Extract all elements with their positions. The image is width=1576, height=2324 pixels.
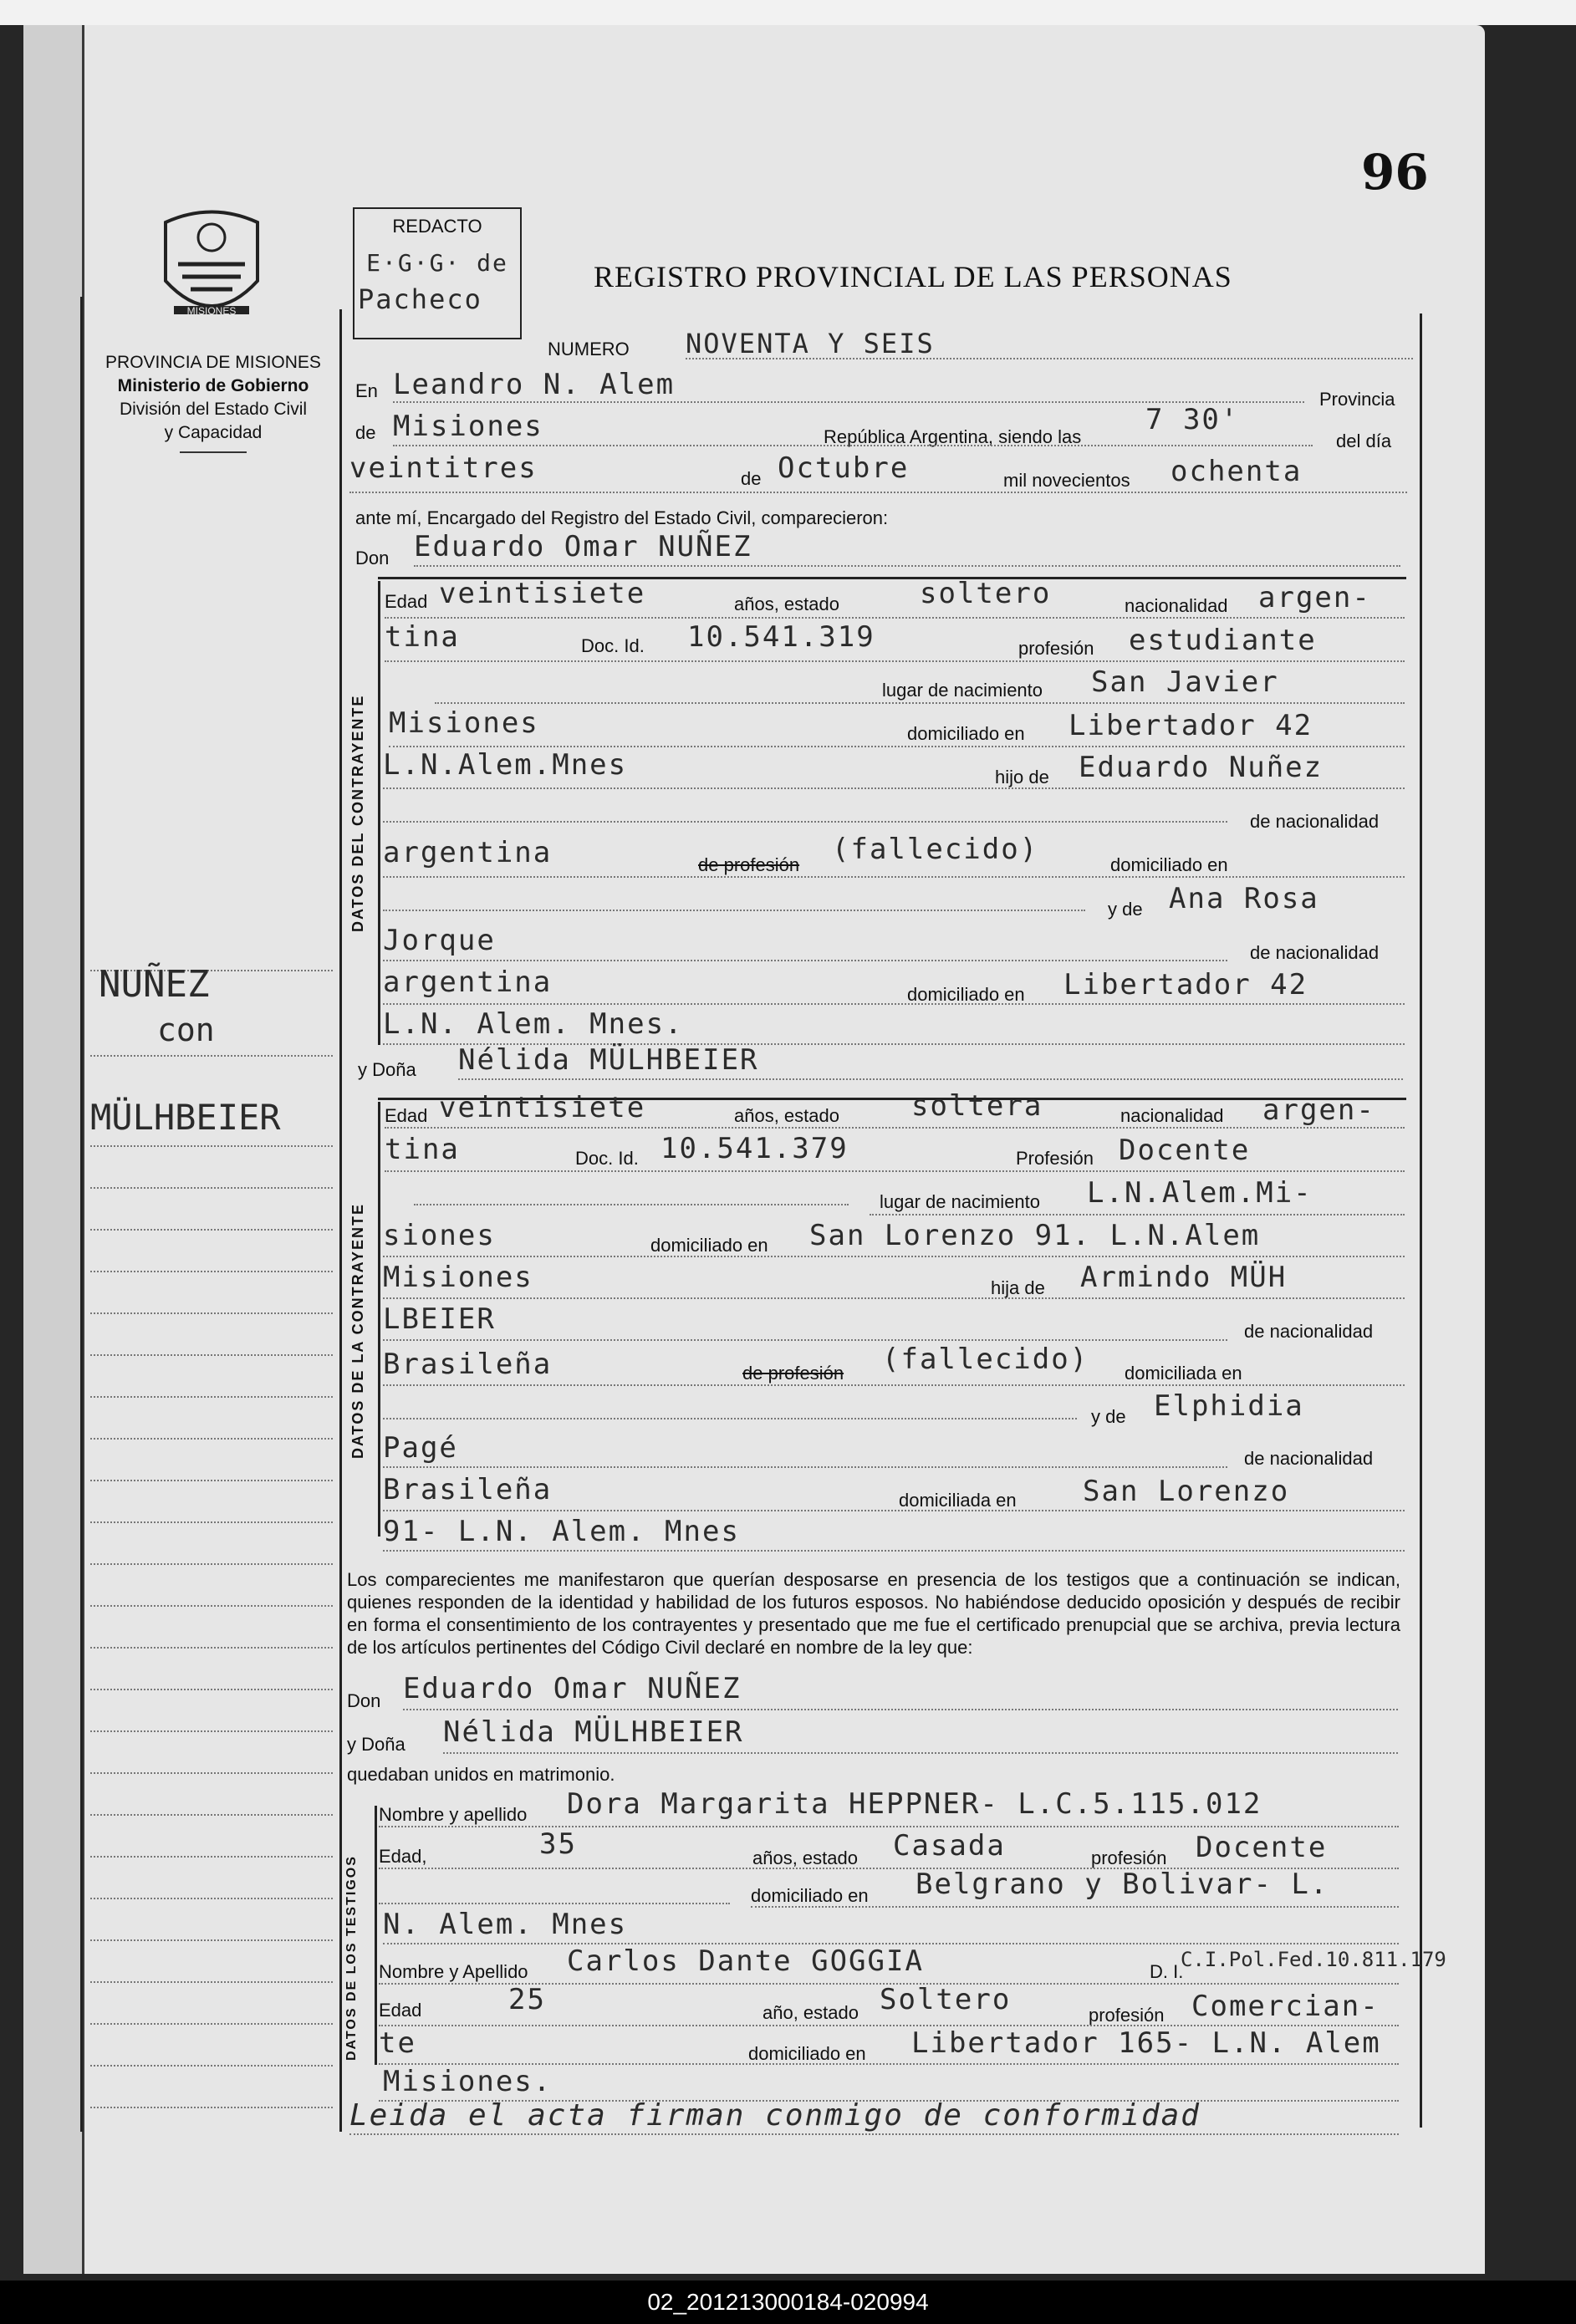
- groom-anos-label: años, estado: [734, 594, 839, 614]
- groom-mother-dom: Libertador 42: [1063, 968, 1308, 1001]
- groom-section-label: DATOS DEL CONTRAYENTE: [349, 694, 366, 932]
- bride-row2-line: [385, 1170, 1405, 1172]
- provincia-label: Provincia: [1319, 389, 1395, 410]
- division-label-2: y Capacidad: [164, 423, 263, 442]
- image-id-footer: 02_201213000184-020994: [0, 2281, 1576, 2324]
- page-top-edge: [0, 0, 1576, 25]
- groom-section-line: [378, 581, 380, 1045]
- groom-father-nac: argentina: [383, 836, 553, 869]
- bride-edad-label: Edad: [385, 1105, 428, 1126]
- w1-edad: 35: [539, 1827, 577, 1861]
- bride-prof-label: Profesión: [1016, 1148, 1094, 1169]
- groom-estado: soltero: [920, 577, 1052, 610]
- w1-name-line: [379, 1826, 1399, 1827]
- bride-row10-line: [383, 1510, 1405, 1511]
- bride-section-line: [378, 1102, 380, 1537]
- groom-row4-line: [389, 746, 1405, 747]
- w1-name-label: Nombre y apellido: [379, 1804, 528, 1825]
- w2-prof: Comercian-: [1191, 1990, 1380, 2023]
- w1-prof: Docente: [1196, 1831, 1328, 1864]
- groom-nac-label: nacionalidad: [1125, 595, 1228, 616]
- de2-label: de: [741, 468, 762, 489]
- province-emblem-icon: [157, 206, 266, 328]
- groom-father-prof-label: de profesión: [698, 854, 800, 875]
- groom-prof: estudiante: [1129, 624, 1317, 657]
- groom-row1-line: [385, 617, 1405, 619]
- bride-row8-line: [383, 1418, 1077, 1419]
- groom-mother-dom-label: domiciliado en: [907, 984, 1025, 1005]
- groom-lugar2: Misiones: [389, 706, 539, 740]
- groom-nac2: tina: [385, 620, 460, 654]
- ministry-header: [84, 351, 343, 453]
- w1-dom-line: [751, 1906, 1399, 1908]
- bride-lugar-label: lugar de nacimiento: [880, 1191, 1041, 1212]
- w1-anos-label: años, estado: [752, 1847, 858, 1868]
- bride-mother: Elphidia: [1154, 1389, 1304, 1423]
- groom-dom-label: domiciliado en: [907, 723, 1025, 744]
- groom-row3-line: [435, 702, 1405, 704]
- bride-lugar: L.N.Alem.Mi-: [1087, 1176, 1313, 1210]
- bride-mother2: Pagé: [383, 1431, 458, 1465]
- groom-mother-dom2: L.N. Alem. Mnes.: [383, 1007, 684, 1041]
- svg-text:MISIONES: MISIONES: [186, 305, 237, 317]
- bride-father-prof-label: de profesión: [742, 1363, 844, 1384]
- groom-name: Eduardo Omar NUÑEZ: [414, 530, 752, 563]
- redacto-line2: Pacheco: [358, 283, 482, 315]
- groom-dom: Libertador 42: [1069, 709, 1313, 742]
- groom-dom2: L.N.Alem.Mnes: [383, 748, 628, 782]
- bride-nac: argen-: [1262, 1093, 1375, 1127]
- del-dia-label: del día: [1336, 431, 1392, 451]
- witness-section-label: DATOS DE LOS TESTIGOS: [344, 1855, 359, 2061]
- bride-anos-label: años, estado: [734, 1105, 839, 1126]
- decl-don-label: Don: [347, 1690, 381, 1711]
- bride-row3-line: [870, 1214, 1405, 1216]
- w1-dom-label: domiciliado en: [751, 1885, 869, 1906]
- groom-row9-line: [383, 960, 1227, 961]
- w2-edad-label: Edad: [379, 2000, 422, 2021]
- bride-row5-line: [383, 1297, 1405, 1299]
- groom-father: Eduardo Nuñez: [1079, 751, 1324, 784]
- groom-mother: Ana Rosa: [1169, 882, 1319, 915]
- bride-mother-dom: San Lorenzo: [1083, 1475, 1290, 1508]
- numero-label: NUMERO: [548, 339, 630, 359]
- bride-nac2: tina: [385, 1133, 460, 1166]
- margin-surname-2: MÜLHBEIER: [90, 1097, 281, 1138]
- bride-dom-label: domiciliado en: [650, 1235, 768, 1256]
- bride-row11-line: [383, 1550, 1405, 1552]
- date-line: [349, 492, 1407, 493]
- groom-lugar-label: lugar de nacimiento: [882, 680, 1043, 701]
- bride-doc-label: Doc. Id.: [575, 1148, 639, 1169]
- margin-surname-1: NUÑEZ: [99, 963, 210, 1006]
- w2-name-label: Nombre y Apellido: [379, 1961, 528, 1982]
- month-value: Octubre: [778, 451, 910, 485]
- bride-mother-nac: Brasileña: [383, 1473, 553, 1506]
- header-rule: [180, 451, 247, 453]
- bride-estado: soltera: [911, 1089, 1043, 1123]
- groom-doc-label: Doc. Id.: [581, 635, 645, 656]
- groom-mother-nac: argentina: [383, 966, 553, 999]
- margin-con: con: [157, 1012, 215, 1048]
- bride-doc: 10.541.379: [660, 1132, 849, 1165]
- redacto-label: REDACTO: [392, 216, 482, 237]
- page-binding: [23, 25, 84, 2274]
- w2-doc-label: D. I.: [1150, 1961, 1184, 1982]
- redacto-box: [353, 207, 522, 339]
- en-label: En: [355, 380, 378, 401]
- year-value: ochenta: [1171, 455, 1303, 488]
- final-statement: Leida el acta firman conmigo de conformidad: [349, 2098, 1201, 2133]
- bride-father-dom-label: domiciliada en: [1125, 1363, 1242, 1384]
- w2-dom2: Misiones.: [383, 2065, 553, 2098]
- de-label: de: [355, 422, 376, 443]
- groom-hijo-label: hijo de: [995, 767, 1049, 787]
- decl-groom-line: [403, 1709, 1398, 1710]
- mil-label: mil novecientos: [1003, 470, 1130, 491]
- w2-estado: Soltero: [880, 1983, 1012, 2016]
- final-line: [349, 2133, 1399, 2135]
- day-value: veintitres: [349, 451, 538, 485]
- bride-edad: veintisiete: [439, 1091, 646, 1124]
- bride-father-nac: Brasileña: [383, 1348, 553, 1381]
- groom-prof-label: profesión: [1018, 638, 1094, 659]
- groom-row8-line: [383, 910, 1085, 911]
- w2-doc: C.I.Pol.Fed.10.811.179: [1181, 1948, 1446, 1971]
- groom-father-prof: (fallecido): [832, 833, 1039, 866]
- bride-row3-pre-line: [414, 1204, 849, 1205]
- groom-row7-line: [383, 876, 1405, 878]
- bride-mother-dom2: 91- L.N. Alem. Mnes: [383, 1515, 740, 1548]
- decl-groom: Eduardo Omar NUÑEZ: [403, 1672, 742, 1705]
- w1-edad-label: Edad,: [379, 1846, 427, 1867]
- groom-nac: argen-: [1258, 581, 1371, 614]
- groom-row2-line: [385, 660, 1405, 662]
- city-value: Leandro N. Alem: [393, 368, 676, 401]
- w2-anos-label: año, estado: [762, 2002, 859, 2023]
- bride-father: Armindo MÜH: [1080, 1261, 1288, 1294]
- province-label: PROVINCIA DE MISIONES: [105, 353, 321, 372]
- groom-doc: 10.541.319: [687, 620, 875, 654]
- groom-mother2: Jorque: [383, 924, 496, 957]
- bride-dom2: Misiones: [383, 1261, 533, 1294]
- groom-row5-line: [383, 787, 1405, 789]
- w1-estado: Casada: [893, 1829, 1006, 1863]
- bride-y-de-label: y de: [1091, 1406, 1126, 1427]
- w2-name: Carlos Dante GOGGIA: [567, 1944, 924, 1978]
- ministry-label: Ministerio de Gobierno: [117, 376, 309, 395]
- bride-section-label: DATOS DE LA CONTRAYENTE: [349, 1202, 366, 1459]
- w2-dom-label: domiciliado en: [748, 2043, 866, 2064]
- groom-mother-nac-label: de nacionalidad: [1250, 942, 1380, 963]
- decl-bride-line: [443, 1752, 1398, 1754]
- numero-value: NOVENTA Y SEIS: [686, 328, 935, 359]
- w1-dom: Belgrano y Bolivar- L.: [916, 1868, 1329, 1901]
- bride-prof: Docente: [1119, 1134, 1251, 1167]
- division-label: División del Estado Civil: [119, 400, 308, 419]
- witness-section-line: [375, 1806, 377, 2065]
- bride-row6-line: [383, 1339, 1227, 1341]
- bride-name-line: [458, 1078, 1403, 1080]
- decl-dona-label: y Doña: [347, 1734, 405, 1755]
- groom-edad-label: Edad: [385, 591, 428, 612]
- groom-name-line: [414, 565, 1400, 567]
- decl-closing: quedaban unidos en matrimonio.: [347, 1764, 615, 1785]
- w1-dom2: N. Alem. Mnes: [383, 1908, 628, 1941]
- province-value: Misiones: [393, 410, 543, 443]
- bride-mother-nac-label: de nacionalidad: [1244, 1448, 1374, 1469]
- groom-y-de-label: y de: [1108, 899, 1143, 920]
- republica-label: República Argentina, siendo las: [824, 426, 1082, 447]
- bride-father-prof: (fallecido): [882, 1343, 1089, 1376]
- declaration-text: Los comparecientes me manifestaron que querían desposarse en presencia de los testigos que a continuación se indican, quienes responden de la identidad y habilidad de los futuros esposos. No habiéndose deducido oposición y después de recibir en forma el consentimiento de los contrayentes y presentado que me fue el certificado prenupcial que se archiva, previa lectura de los artículos pertinentes del Código Civil declaré en nombre de la ley que:: [347, 1569, 1400, 1658]
- bride-row9-line: [383, 1466, 1227, 1468]
- w2-prof-label: profesión: [1089, 2005, 1165, 2026]
- w1-name: Dora Margarita HEPPNER- L.C.5.115.012: [567, 1787, 1262, 1821]
- bride-nac-label: nacionalidad: [1120, 1105, 1224, 1126]
- bride-father2: LBEIER: [383, 1302, 496, 1336]
- w1-dom-pre-line: [379, 1903, 730, 1904]
- margin-divider: [339, 309, 342, 2132]
- page-number: 96: [1361, 144, 1429, 201]
- groom-edad: veintisiete: [439, 577, 646, 610]
- bride-lugar2: siones: [383, 1219, 496, 1252]
- bride-dom: San Lorenzo 91. L.N.Alem: [809, 1219, 1261, 1252]
- groom-row6-line: [383, 821, 1227, 823]
- hour-value: 7 30': [1145, 403, 1240, 436]
- groom-father-dom-label: domiciliado en: [1110, 854, 1228, 875]
- redacto-line1: E·G·G· de: [366, 249, 508, 277]
- groom-lugar: San Javier: [1091, 665, 1279, 699]
- ante-label: ante mí, Encargado del Registro del Estado Civil, comparecieron:: [355, 507, 889, 528]
- bride-name: Nélida MÜLHBEIER: [458, 1043, 759, 1077]
- numero-line: [686, 358, 1413, 359]
- province-line: [393, 445, 1313, 446]
- bride-row7-line: [383, 1384, 1405, 1386]
- decl-bride: Nélida MÜLHBEIER: [443, 1715, 744, 1749]
- bride-hija-label: hija de: [991, 1277, 1045, 1298]
- left-margin-line: [80, 297, 83, 2132]
- don-label: Don: [355, 548, 390, 568]
- w2-dom: Libertador 165- L.N. Alem: [911, 2026, 1381, 2060]
- w1-prof-label: profesión: [1091, 1847, 1167, 1868]
- document-title: REGISTRO PROVINCIAL DE LAS PERSONAS: [594, 260, 1232, 293]
- dona-label: y Doña: [358, 1059, 416, 1080]
- w2-edad: 25: [508, 1983, 546, 2016]
- bride-mother-dom-label: domiciliada en: [899, 1490, 1017, 1511]
- groom-father-nac-label: de nacionalidad: [1250, 811, 1380, 832]
- bride-father-nac-label: de nacionalidad: [1244, 1321, 1374, 1342]
- groom-row10-line: [383, 1003, 1405, 1005]
- bride-row1-line: [385, 1127, 1405, 1129]
- right-border: [1420, 313, 1422, 2128]
- bride-row4-line: [383, 1256, 1405, 1257]
- w2-prof2: te: [379, 2026, 416, 2060]
